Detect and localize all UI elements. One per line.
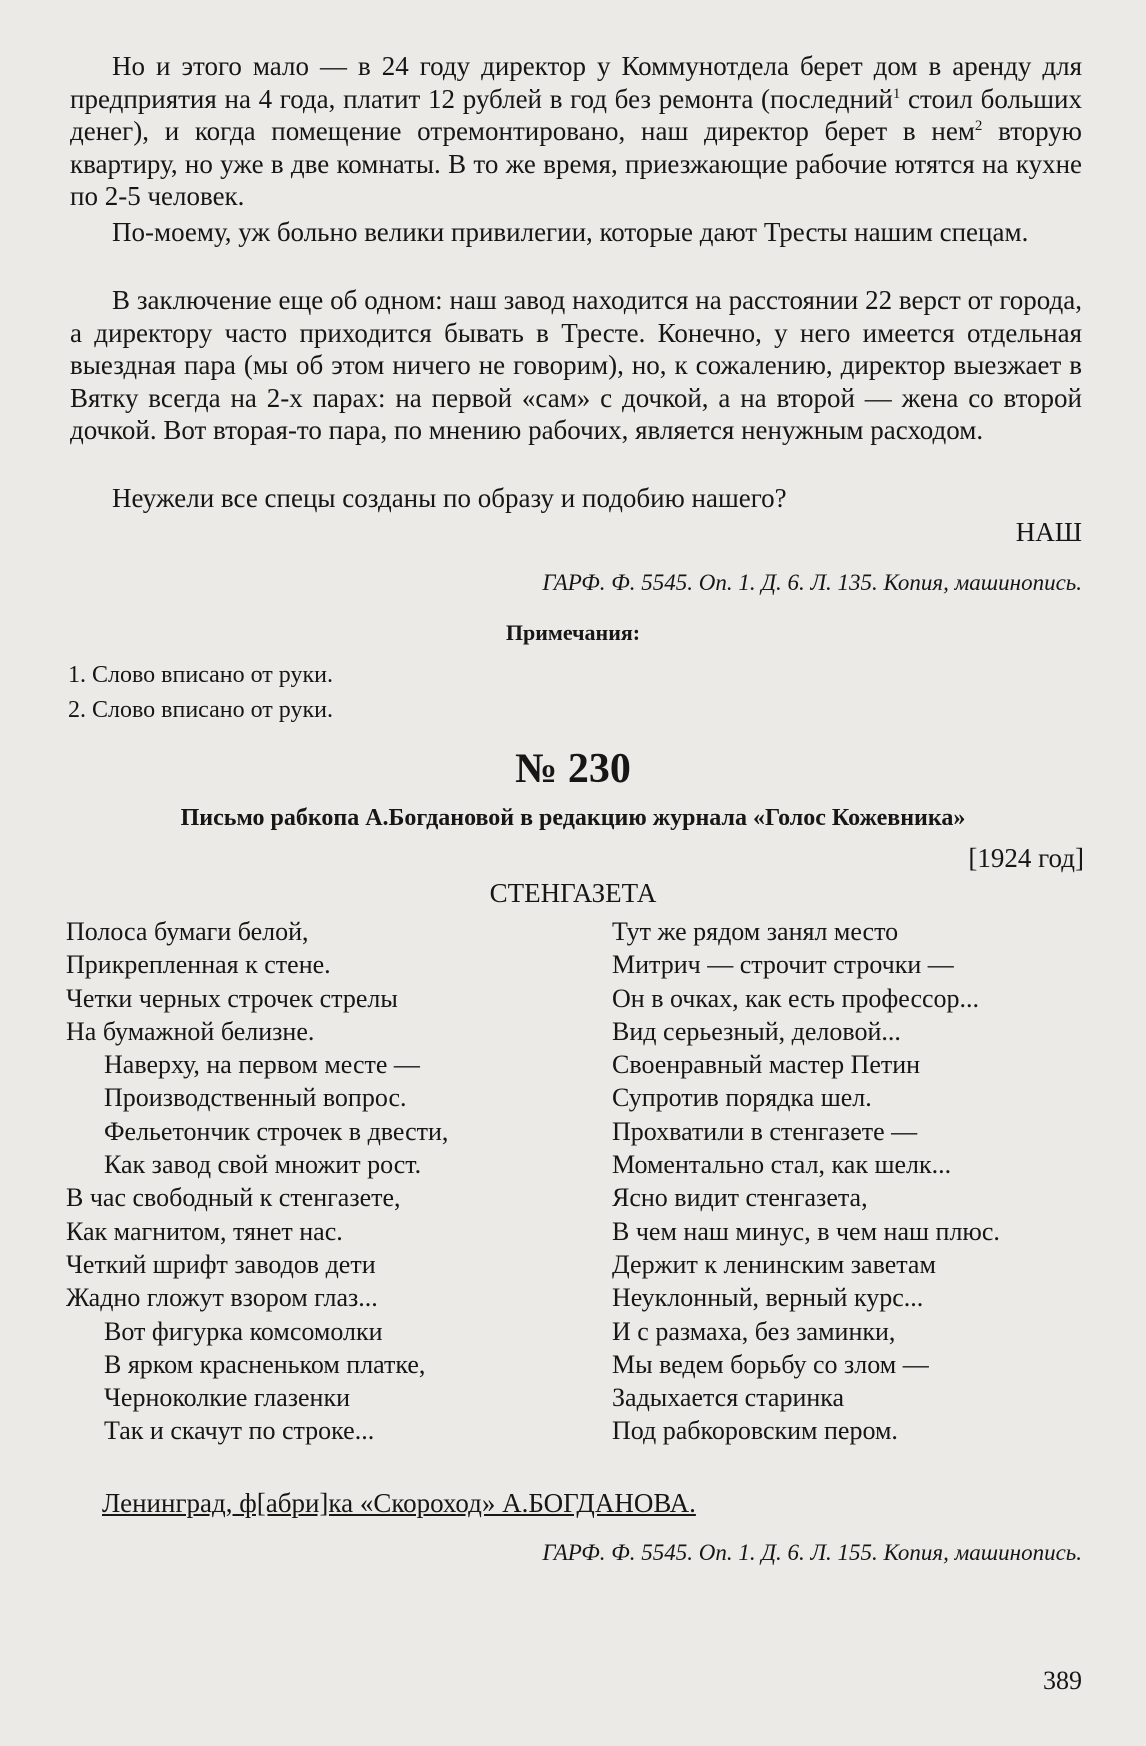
poem-line: Вид серьезный, деловой...: [612, 1016, 901, 1046]
poem-line: Своенравный мастер Петин: [612, 1050, 921, 1080]
poem-line: Прохватили в стенгазете —: [612, 1116, 918, 1146]
poem-line: В час свободный к стенгазете,: [66, 1183, 401, 1213]
poem-line: Задыхается старинка: [612, 1383, 845, 1413]
poem-line: Мы ведем борьбу со злом —: [612, 1349, 929, 1379]
poem-line: Супротив порядка шел.: [612, 1083, 872, 1113]
poem-line: Наверху, на первом месте —: [104, 1050, 420, 1080]
poem-line: Производственный вопрос.: [104, 1083, 407, 1113]
poem-line: Так и скачут по строке...: [104, 1416, 375, 1446]
poem-line: Как магнитом, тянет нас.: [66, 1216, 343, 1246]
poem-left-column: [66, 915, 586, 1448]
poem-line: Вот фигурка комсомолки: [104, 1316, 383, 1346]
poem-line: Фельетончик строчек в двести,: [104, 1116, 449, 1146]
poem-line: В чем наш минус, в чем наш плюс.: [612, 1216, 1000, 1246]
poem-right-column: [612, 915, 1132, 1448]
footnote-ref-1: 1: [892, 85, 901, 102]
poem-line: Как завод свой множит рост.: [104, 1150, 422, 1180]
poem-line: Неуклонный, верный курс...: [612, 1283, 924, 1313]
poem-line: И с размаха, без заминки,: [612, 1316, 896, 1346]
poem-line: Он в очках, как есть профессор...: [612, 983, 980, 1013]
poem-line: Четки черных строчек стрелы: [66, 983, 398, 1013]
page-number: 389: [1043, 1666, 1082, 1695]
poem-line: Ясно видит стенгазета,: [612, 1183, 868, 1213]
poem-line: Митрич — строчит строчки —: [612, 950, 954, 980]
archive-reference-2: ГАРФ. Ф. 5545. Оп. 1. Д. 6. Л. 155. Копия, машинопись.: [542, 1540, 1082, 1565]
poem-line: Тут же рядом занял место: [612, 917, 899, 946]
paragraph-director-house: Но и этого мало — в 24 году директор у Коммунотдела берет дом в аренду для предприятия на 4 года, платит 12 рублей в год без ремонта (последний$^1$ стоил больших денег), и когда помещение отремонтировано, наш директор берет в нем$^2$ вторую квартиру, но уже в две комнаты. В то же время, приезжающие рабочие ютятся на кухне по 2-5 человек.: [70, 51, 1083, 212]
poem-line: Держит к ленинским заветам: [612, 1249, 936, 1279]
paragraph-privileges: По-моему, уж больно велики привилегии, которые дают Тресты нашим спецам.: [112, 217, 1029, 247]
paragraph-question: Неужели все спецы созданы по образу и подобию нашего?: [112, 483, 787, 513]
poem-line: Жадно гложут взором глаз...: [66, 1283, 378, 1313]
notes-heading: Примечания:: [505, 620, 641, 645]
poem-line: Под рабкоровским пером.: [612, 1416, 898, 1446]
note-item: 2. Слово вписано от руки.: [68, 697, 333, 723]
letter-signature: НАШ: [1015, 517, 1082, 547]
poem-line: На бумажной белизне.: [66, 1016, 315, 1046]
note-item: 1. Слово вписано от руки.: [68, 662, 333, 688]
place-and-author: Ленинград, ф[абри]ка «Скороход» А.БОГДАНОВА.: [102, 1488, 696, 1518]
poem-line: Прикрепленная к стене.: [66, 950, 331, 980]
poem-title: СТЕНГАЗЕТА: [489, 878, 657, 908]
archive-reference-1: ГАРФ. Ф. 5545. Оп. 1. Д. 6. Л. 135. Копия, машинопись.: [542, 570, 1082, 595]
document-date: [1924 год]: [968, 843, 1084, 873]
document-number: № 230: [515, 746, 631, 792]
poem-line: Четкий шрифт заводов дети: [66, 1249, 376, 1279]
notes-list: [68, 658, 333, 728]
poem-line: Полоса бумаги белой,: [66, 917, 309, 946]
poem-line: Моментально стал, как шелк...: [612, 1150, 952, 1180]
poem-line: В ярком красненьком платке,: [104, 1349, 426, 1379]
document-title: Письмо рабкопа А.Богдановой в редакцию журнала «Голос Кожевника»: [180, 805, 966, 831]
footnote-ref-2: 2: [974, 118, 983, 135]
poem-line: Черноколкие глазенки: [104, 1383, 351, 1413]
paragraph-conclusion: В заключение еще об одном: наш завод находится на расстоянии 22 верст от города, а директору часто приходится бывать в Тресте. Конечно, у него имеется отдельная выездная пара (мы об этом ничего не говорим), но, к сожалению, директор выезжает в Вятку всегда на 2-х парах: на первой «сам» с дочкой, а на второй — жена со второй дочкой. Вот вторая-то пара, по мнению рабочих, является ненужным расходом.: [70, 285, 1082, 446]
